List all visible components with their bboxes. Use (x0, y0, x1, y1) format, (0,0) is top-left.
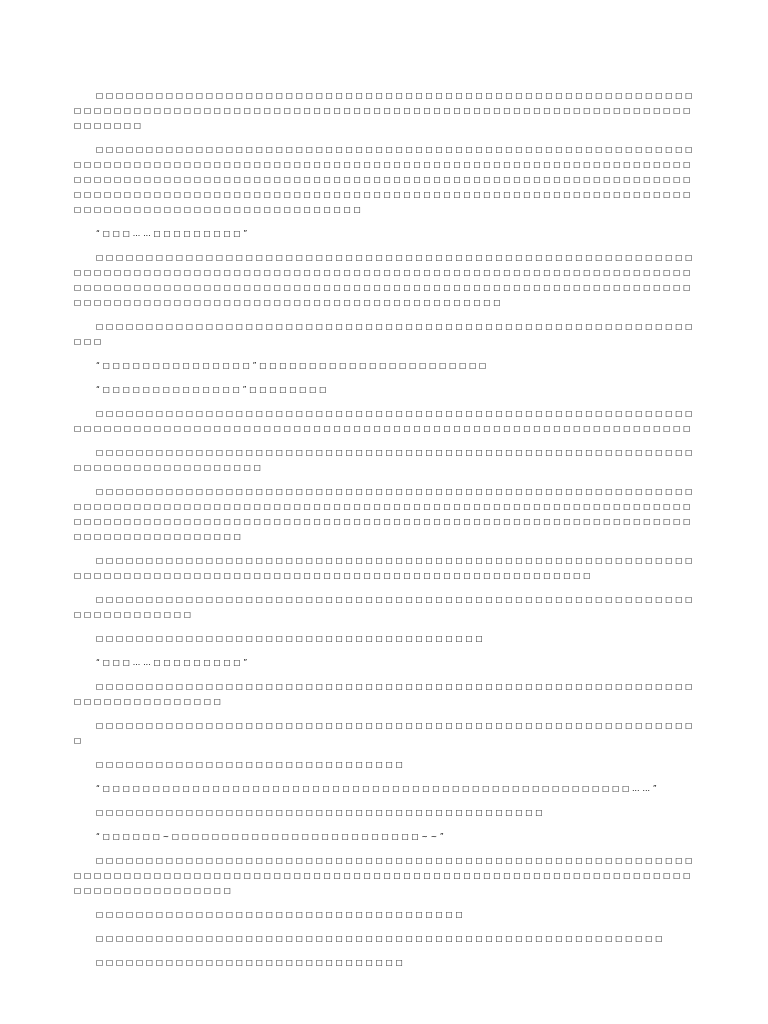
document-page (74, 88, 696, 979)
paragraph-18: □□□□□□□□□□□□□□□□□□□□□□□□□□□□□□□ (96, 958, 406, 967)
paragraph-10: □□□□□□□□□□□□□□□□□□□□□□□□□□□□□□□□□□□□□□□ (96, 634, 486, 643)
paragraph-6: □□□□□□□□□□□□□□□□□□□□□□□□□□□□□□□□□□□□□□□□□□□□□□□□□□□□□□□□□□□□□□□□□□□□□□□□□□□□□□□ (74, 448, 696, 472)
paragraph-4: □□□□□□□□□□□□□□□□□□□□□□□□□□□□□□□□□□□□□□□□□□□□□□□□□□□□□□□□□□□□□□□ (74, 322, 696, 346)
paragraph-5: □□□□□□□□□□□□□□□□□□□□□□□□□□□□□□□□□□□□□□□□□□□□□□□□□□□□□□□□□□□□□□□□□□□□□□□□□□□□□□□□□□□□□□□□□□□□□□□□□□□□□□□□□□□□□□□□□□□□□□□□□□ (74, 409, 696, 433)
paragraph-11: □□□□□□□□□□□□□□□□□□□□□□□□□□□□□□□□□□□□□□□□□□□□□□□□□□□□□□□□□□□□□□□□□□□□□□□□□□□ (74, 682, 696, 706)
paragraph-2: □□□□□□□□□□□□□□□□□□□□□□□□□□□□□□□□□□□□□□□□□□□□□□□□□□□□□□□□□□□□□□□□□□□□□□□□□□□□□□□□□□□□□□□□□□□□□□□□□□□□□□□□□□□□□□□□□□□□□□□□□□□□□□□□□□□□□□□□□□□□□□□□□□□□□□□□□□□□□□□□□□□□□□□□□□□□□□□□□□□□□□□□□□□□□□□□□□□□□□□□□□□□□□□□□□□□□□□□□□□□□□□□□□□□□□□□□□□□□□□□□□□□□□□□□□□□□□□□□□□□□□□□□□□□□□□□□□□ (74, 145, 696, 214)
dialogue-line-5: “□□□□□□□□□□□□□□□□□□□□□□□□□□□□□□□□□□□□□□□□□□□□□□□□□□□□□……” (96, 784, 660, 793)
dialogue-line-1: “□□□……□□□□□□□□□” (96, 229, 251, 238)
paragraph-15: □□□□□□□□□□□□□□□□□□□□□□□□□□□□□□□□□□□□□□□□□□□□□□□□□□□□□□□□□□□□□□□□□□□□□□□□□□□□□□□□□□□□□□□□□□□□□□□□□□□□□□□□□□□□□□□□□□□□□□□□□□□□□□□□□□□□□□□□□□ (74, 856, 696, 895)
paragraph-7: □□□□□□□□□□□□□□□□□□□□□□□□□□□□□□□□□□□□□□□□□□□□□□□□□□□□□□□□□□□□□□□□□□□□□□□□□□□□□□□□□□□□□□□□□□□□□□□□□□□□□□□□□□□□□□□□□□□□□□□□□□□□□□□□□□□□□□□□□□□□□□□□□□□□□□□□□□□□□□□□□□□□□□□□□□□□□□□□□□□□□□□□□□□□□□□□□□□□□□□□□ (74, 487, 696, 541)
paragraph-17: □□□□□□□□□□□□□□□□□□□□□□□□□□□□□□□□□□□□□□□□□□□□□□□□□□□□□□□□□ (96, 934, 666, 943)
paragraph-9: □□□□□□□□□□□□□□□□□□□□□□□□□□□□□□□□□□□□□□□□□□□□□□□□□□□□□□□□□□□□□□□□□□□□□□□□ (74, 595, 696, 619)
paragraph-8: □□□□□□□□□□□□□□□□□□□□□□□□□□□□□□□□□□□□□□□□□□□□□□□□□□□□□□□□□□□□□□□□□□□□□□□□□□□□□□□□□□□□□□□□□□□□□□□□□□□□□□□□□□□□□□□□ (74, 556, 696, 580)
paragraph-16: □□□□□□□□□□□□□□□□□□□□□□□□□□□□□□□□□□□□□ (96, 910, 466, 919)
paragraph-14: □□□□□□□□□□□□□□□□□□□□□□□□□□□□□□□□□□□□□□□□□□□□□ (96, 808, 546, 817)
dialogue-line-4: “□□□……□□□□□□□□□” (96, 658, 251, 667)
paragraph-13: □□□□□□□□□□□□□□□□□□□□□□□□□□□□□□□ (96, 760, 406, 769)
paragraph-12: □□□□□□□□□□□□□□□□□□□□□□□□□□□□□□□□□□□□□□□□□□□□□□□□□□□□□□□□□□□□□ (74, 721, 696, 745)
paragraph-3: □□□□□□□□□□□□□□□□□□□□□□□□□□□□□□□□□□□□□□□□□□□□□□□□□□□□□□□□□□□□□□□□□□□□□□□□□□□□□□□□□□□□□□□□□□□□□□□□□□□□□□□□□□□□□□□□□□□□□□□□□□□□□□□□□□□□□□□□□□□□□□□□□□□□□□□□□□□□□□□□□□□□□□□□□□□□□□□□□□□□□□□□□□□□□□□□□□□□□□□□□□□□□□□□□□□□□□□□□□□□□□□□□□□ (74, 253, 696, 307)
dialogue-line-2: “□□□□□□□□□□□□□□□”□□□□□□□□□□□□□□□□□□□□□□□ (96, 361, 490, 370)
paragraph-1: □□□□□□□□□□□□□□□□□□□□□□□□□□□□□□□□□□□□□□□□□□□□□□□□□□□□□□□□□□□□□□□□□□□□□□□□□□□□□□□□□□□□□□□□□□□□□□□□□□□□□□□□□□□□□□□□□□□□□□□□□□□□□□□□□ (74, 91, 696, 130)
dialogue-line-3: “□□□□□□□□□□□□□□”□□□□□□□□ (96, 385, 330, 394)
dialogue-line-6: “□□□□□□~□□□□□□□□□□□□□□□□□□□□□□□□□~~” (96, 832, 447, 841)
